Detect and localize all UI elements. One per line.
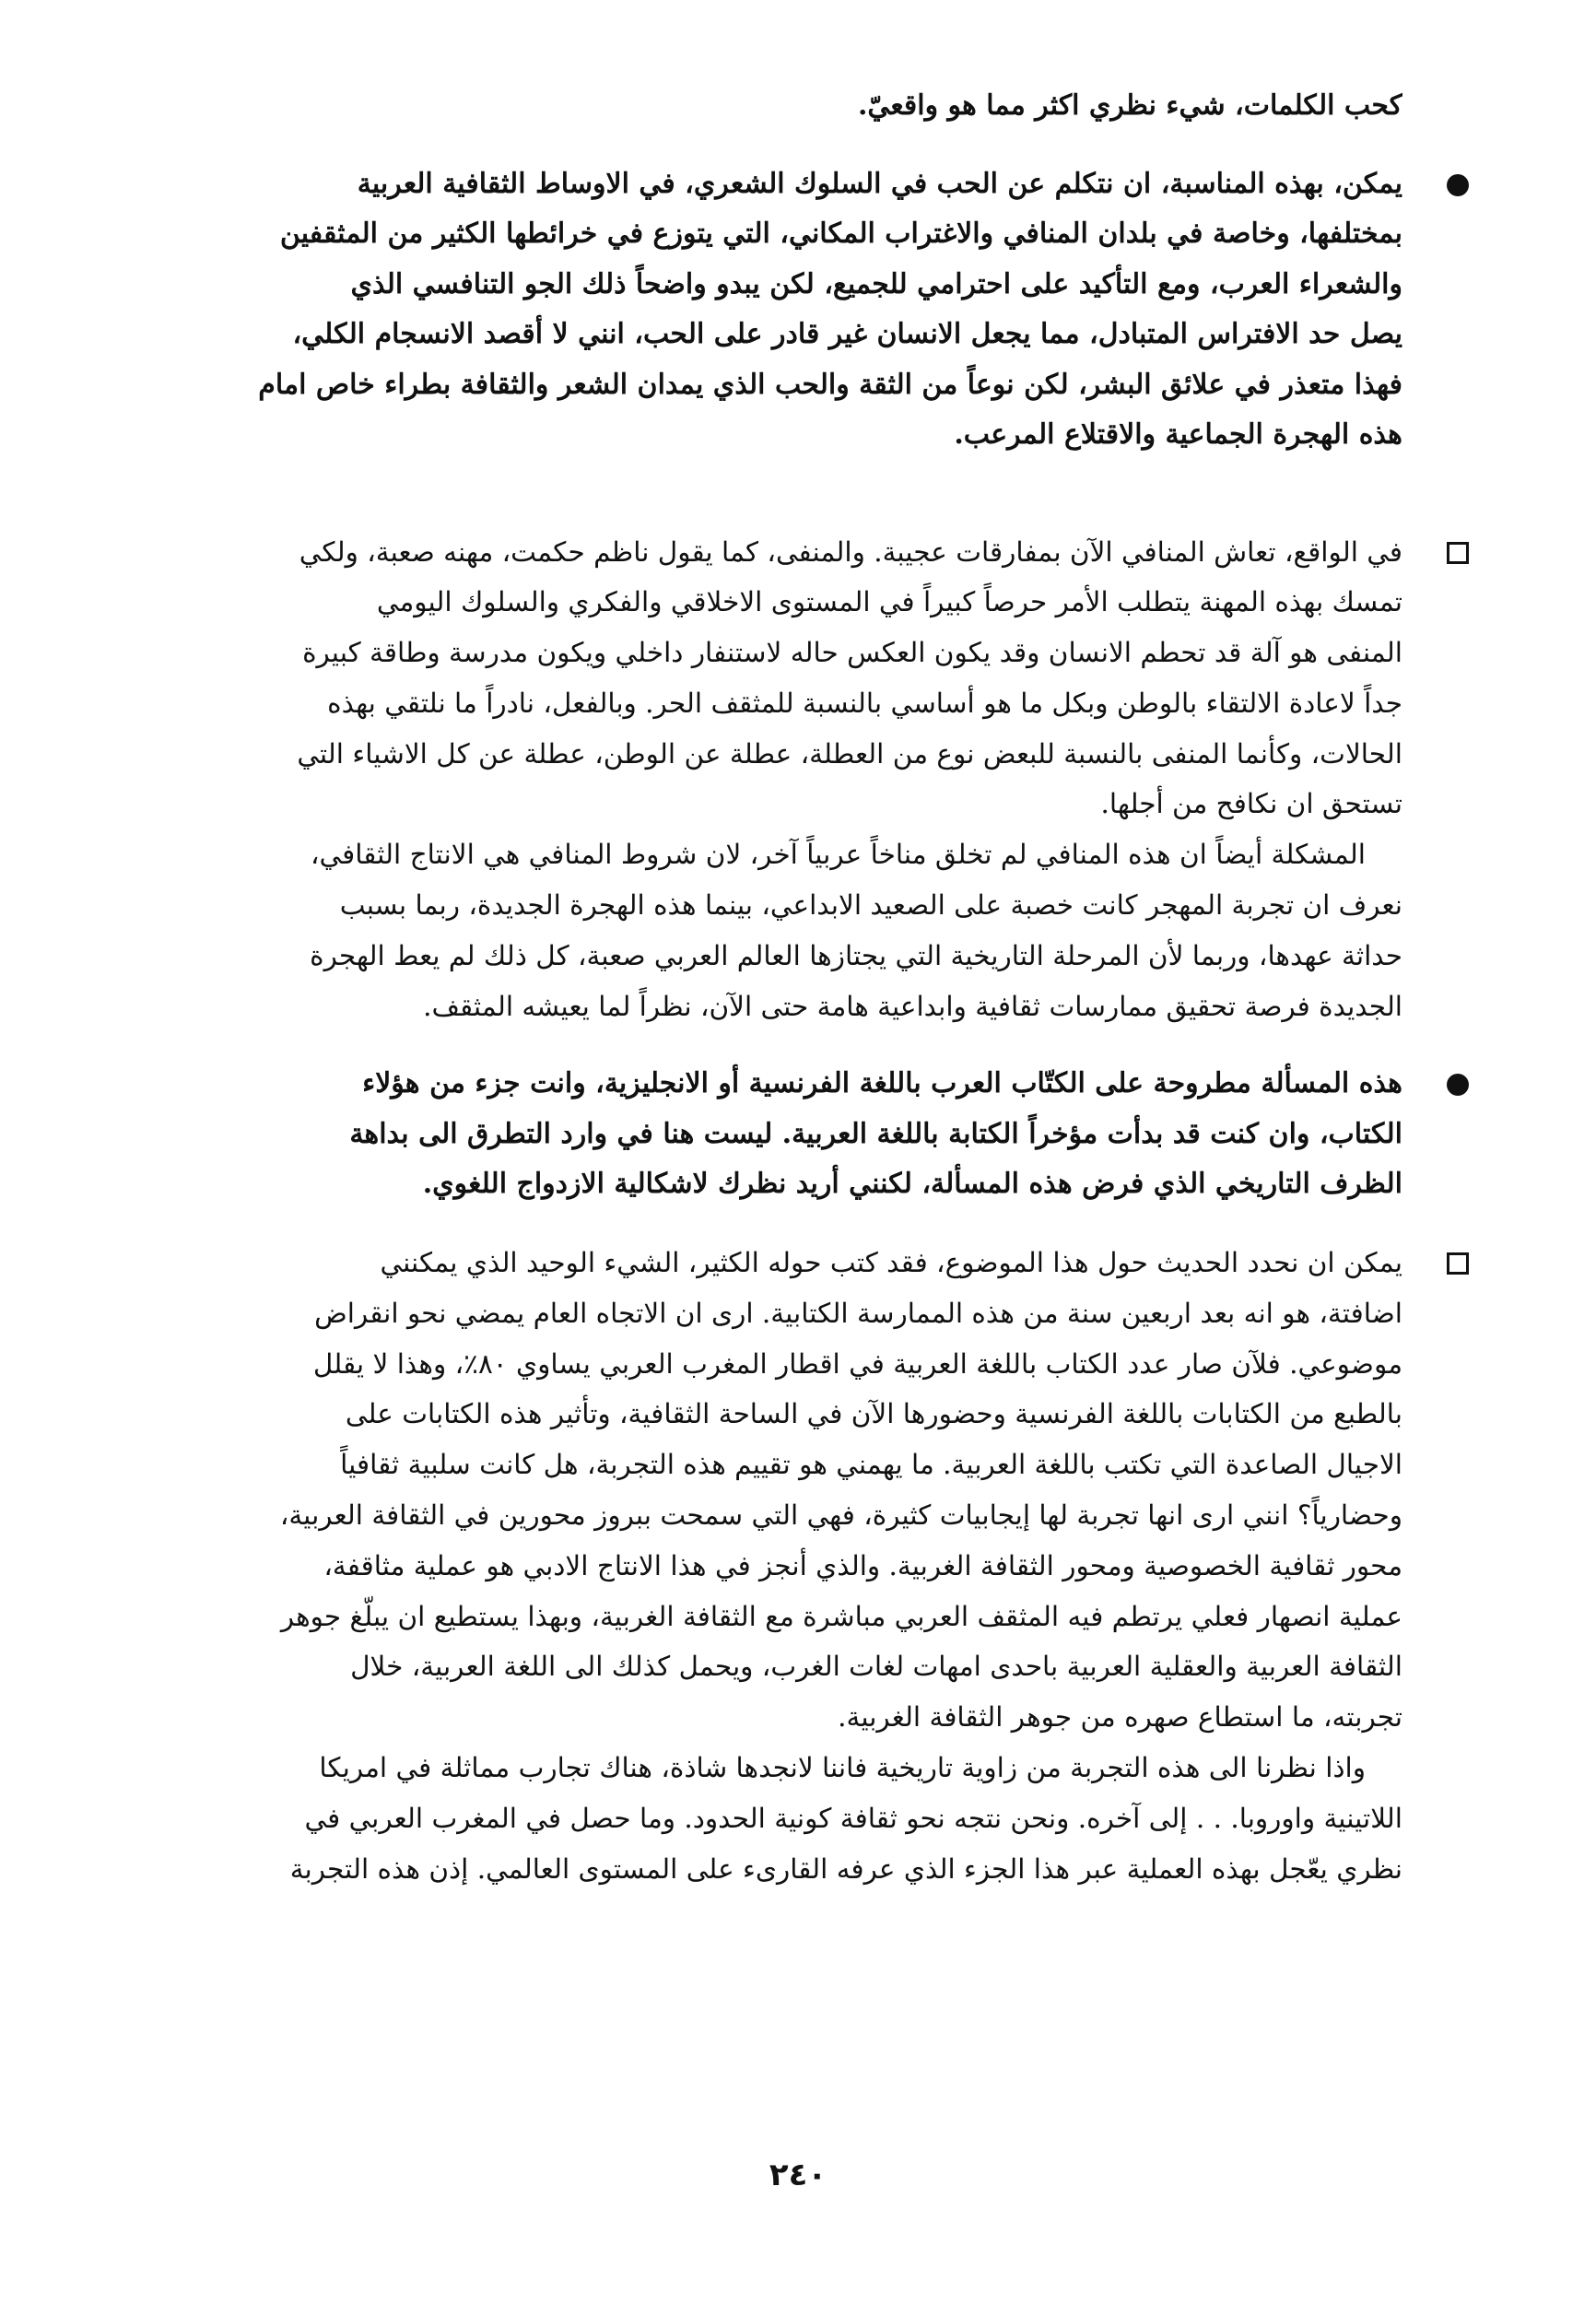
paragraph-gap [214, 132, 1402, 159]
text-line: عملية انصهار فعلي يرتطم فيه المثقف العربي مباشرة مع الثقافة الغربية، وبهذا يستطيع ان يبلّغ جوهر [280, 1600, 1402, 1632]
text-line: محور ثقافية الخصوصية ومحور الثقافة الغربية. والذي أنجز في هذا الانتاج الادبي هو عملية مثاقفة، [323, 1549, 1402, 1581]
text-line: هذه المسألة مطروحة على الكتّاب العرب باللغة الفرنسية أو الانجليزية، وانت جزء من هؤلاء [362, 1067, 1402, 1100]
text-line: الحالات، وكأنما المنفى بالنسبة للبعض نوع من العطلة، عطلة عن الوطن، عطلة عن كل الاشياء التي [297, 737, 1402, 770]
text-line: الظرف التاريخي الذي فرض هذه المسألة، لكنني أريد نظرك لاشكالية الازدواج اللغوي. [422, 1168, 1402, 1201]
paragraph-gap [214, 461, 1402, 527]
text-line: فهذا متعذر في علائق البشر، لكن نوعاً من الثقة والحب الذي يمدان الشعر والثقافة بطراء خاص امام [258, 368, 1402, 401]
answer-paragraph-continued [214, 829, 1402, 1031]
text-line: الاجيال الصاعدة التي تكتب باللغة العربية. ما يهمني هو تقييم هذه التجربة، هل كانت سلبية ثقافياً [340, 1449, 1402, 1481]
text-line: هذه الهجرة الجماعية والاقتلاع المرعب. [954, 418, 1402, 451]
text-line: في الواقع، تعاش المنافي الآن بمفارقات عجيبة. والمنفى، كما يقول ناظم حكمت، مهنه صعبة، ولكي [299, 535, 1402, 568]
answer-paragraph [214, 527, 1402, 830]
text-line: والشعراء العرب، ومع التأكيد على احترامي للجميع، لكن يبدو واضحاً ذلك الجو التنافسي الذي [350, 267, 1402, 300]
text-line: جداً لاعادة الالتقاء بالوطن وبكل ما هو أساسي بالنسبة للمثقف الحر. وبالفعل، نادراً ما نلتقي بهذه [327, 687, 1402, 719]
bullet-square-icon [1447, 1252, 1469, 1275]
text-line: بالطبع من الكتابات باللغة الفرنسية وحضورها الآن في الساحة الثقافية، وتأثير هذه الكتابات على [345, 1398, 1402, 1430]
text-line: المشكلة أيضاً ان هذه المنافي لم تخلق مناخاً عربياً آخر، لان شروط المنافي هي الانتاج الثقافي، [311, 839, 1366, 871]
text-line: تستحق ان نكافح من أجلها. [1100, 788, 1402, 820]
text-line: يصل حد الافتراس المتبادل، مما يجعل الانسان غير قادر على الحب، انني لا أقصد الانسجام الكلي، [292, 318, 1402, 350]
text-line: الثقافة العربية والعقلية العربية باحدى امهات لغات الغرب، ويحمل كذلك الى اللغة العربية، خلال [350, 1651, 1402, 1683]
bullet-dot-icon [1447, 1074, 1469, 1096]
text-line: يمكن، بهذه المناسبة، ان نتكلم عن الحب في السلوك الشعري، في الاوساط الثقافية العربية [357, 167, 1402, 200]
text-line: تمسك بهذه المهنة يتطلب الأمر حرصاً كبيراً في المستوى الاخلاقي والفكري والسلوك اليومي [376, 586, 1402, 618]
question-paragraph [214, 159, 1402, 461]
text-line: يمكن ان نحدد الحديث حول هذا الموضوع، فقد كتب حوله الكثير، الشيء الوحيد الذي يمكنني [380, 1246, 1402, 1278]
paragraph-gap [214, 1210, 1402, 1238]
answer-paragraph-continued [214, 1743, 1402, 1894]
bullet-dot-icon [1447, 174, 1469, 196]
question-paragraph [214, 1059, 1402, 1210]
paragraph-continuation [214, 81, 1402, 132]
page-number: ٢٤٠ [769, 2157, 827, 2193]
paragraph-gap [214, 1031, 1402, 1059]
text-line: المنفى هو آلة قد تحطم الانسان وقد يكون العكس حاله لاستنفار داخلي ويكون مدرسة وطاقة كبيرة [302, 637, 1402, 669]
bullet-square-icon [1447, 542, 1469, 564]
page-content [214, 81, 1402, 1894]
text-line: وحضارياً؟ انني ارى انها تجربة لها إيجابيات كثيرة، فهي التي سمحت ببروز محورين في الثقافة العربية، [279, 1499, 1402, 1531]
text-line: كحب الكلمات، شيء نظري اكثر مما هو واقعيّ. [857, 89, 1402, 122]
text-line: اللاتينية واوروبا. . . إلى آخره. ونحن نتجه نحو ثقافة كونية الحدود. وما حصل في المغرب العربي في [304, 1802, 1402, 1834]
text-line: تجربته، ما استطاع صهره من جوهر الثقافة الغربية. [838, 1701, 1402, 1734]
answer-paragraph [214, 1238, 1402, 1743]
text-line: حداثة عهدها، وربما لأن المرحلة التاريخية التي يجتازها العالم العربي صعبة، كل ذلك لم يعط الهجرة [310, 939, 1402, 971]
text-line: بمختلفها، وخاصة في بلدان المنافي والاغتراب المكاني، التي يتوزع في خرائطها الكثير من المثقفين [279, 217, 1402, 250]
text-line: الكتاب، وان كنت قد بدأت مؤخراً الكتابة باللغة العربية. ليست هنا في وارد التطرق الى بداهة [349, 1117, 1402, 1150]
text-line: نعرف ان تجربة المهجر كانت خصبة على الصعيد الابداعي، بينما هذه الهجرة الجديدة، ربما بسبب [339, 889, 1402, 922]
text-line: موضوعي. فلآن صار عدد الكتاب باللغة العربية في اقطار المغرب العربي يساوي ٨٠٪، وهذا لا يقلل [312, 1347, 1402, 1380]
text-line: نظري يعّجل بهذه العملية عبر هذا الجزء الذي عرفه القارىء على المستوى العالمي. إذن هذه التجربة [289, 1852, 1402, 1885]
text-line: الجديدة فرصة تحقيق ممارسات ثقافية وابداعية هامة حتى الآن، نظراً لما يعيشه المثقف. [423, 990, 1402, 1022]
text-line: اضافتة، هو انه بعد اربعين سنة من هذه الممارسة الكتابية. ارى ان الاتجاه العام يمضي نحو انقراض [314, 1297, 1402, 1329]
text-line: واذا نظرنا الى هذه التجربة من زاوية تاريخية فاننا لانجدها شاذة، هناك تجارب مماثلة في امريكا [319, 1751, 1366, 1783]
